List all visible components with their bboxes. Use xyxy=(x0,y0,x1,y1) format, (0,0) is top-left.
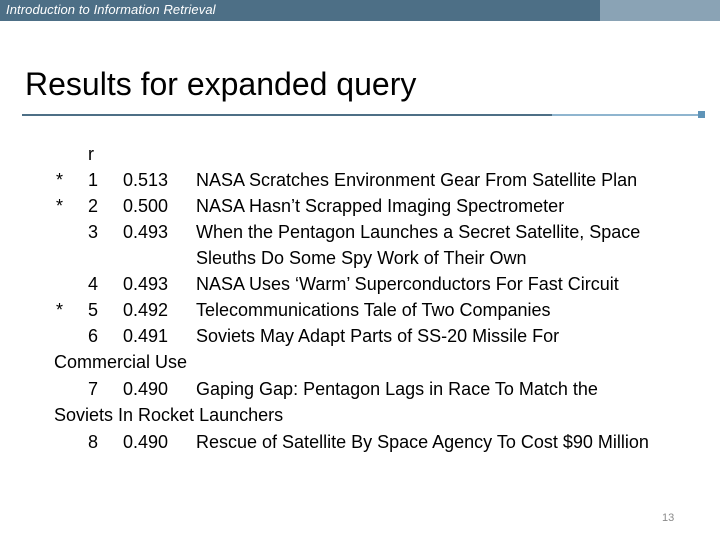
result-rank: 3 xyxy=(88,222,99,242)
result-rank: 1 xyxy=(88,170,99,190)
result-title: Rescue of Satellite By Space Agency To Cost $90 Million xyxy=(196,432,649,452)
result-rank: 7 xyxy=(88,379,99,399)
result-title: Gaping Gap: Pentagon Lags in Race To Match the xyxy=(196,379,598,399)
result-score: 0.490 xyxy=(123,379,169,399)
result-title: NASA Uses ‘Warm’ Superconductors For Fast Circuit xyxy=(196,274,619,294)
relevant-marker: * xyxy=(56,170,64,190)
result-title: NASA Hasn’t Scrapped Imaging Spectrometer xyxy=(196,196,565,216)
result-score: 0.490 xyxy=(123,432,169,452)
result-title: Soviets May Adapt Parts of SS-20 Missile For xyxy=(196,326,560,346)
result-score: 0.492 xyxy=(123,300,169,320)
result-score: 0.493 xyxy=(123,274,169,294)
relevant-marker: * xyxy=(56,196,64,216)
result-rank: 5 xyxy=(88,300,99,320)
result-title: Telecommunications Tale of Two Companies xyxy=(196,300,551,320)
result-rank: 6 xyxy=(88,326,99,346)
result-score: 0.500 xyxy=(123,196,169,216)
result-title-continuation: Soviets In Rocket Launchers xyxy=(54,405,284,425)
result-rank: 4 xyxy=(88,274,99,294)
header-accent-block xyxy=(600,0,720,21)
slide-title: Results for expanded query xyxy=(25,66,417,102)
result-title: When the Pentagon Launches a Secret Satellite, Space xyxy=(196,222,641,242)
rank-column-header: r xyxy=(88,144,94,164)
result-score: 0.513 xyxy=(123,170,169,190)
result-score: 0.493 xyxy=(123,222,169,242)
result-title: NASA Scratches Environment Gear From Satellite Plan xyxy=(196,170,638,190)
result-rank: 8 xyxy=(88,432,99,452)
course-title: Introduction to Information Retrieval xyxy=(6,2,216,17)
result-title-continuation: Sleuths Do Some Spy Work of Their Own xyxy=(196,248,527,268)
relevant-marker: * xyxy=(56,300,64,320)
title-underline-end-square xyxy=(698,111,705,118)
page-number: 13 xyxy=(662,512,675,524)
title-underline xyxy=(22,114,552,116)
title-underline-accent xyxy=(552,114,702,116)
result-title-continuation: Commercial Use xyxy=(54,352,188,372)
result-rank: 2 xyxy=(88,196,99,216)
result-score: 0.491 xyxy=(123,326,169,346)
